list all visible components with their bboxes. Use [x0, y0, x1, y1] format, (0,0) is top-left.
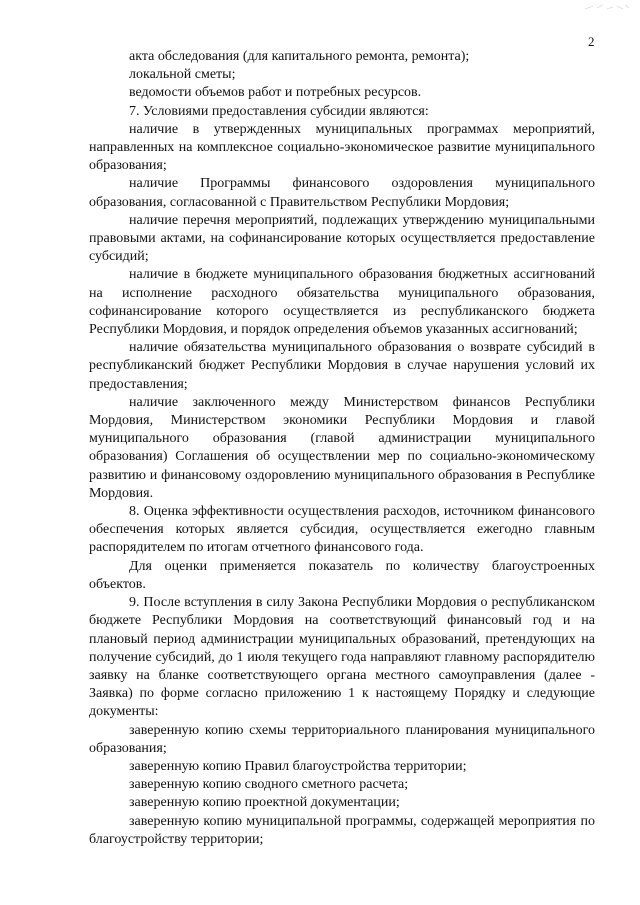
list-item-survey-act: акта обследования (для капитального ремонта, ремонта);: [129, 49, 470, 64]
condition-recovery-program: наличие Программы финансового оздоровления муниципального образования, согласованной с Правительством Республики Мордовия;: [89, 176, 595, 210]
condition-agreement: наличие заключенного между Министерством финансов Республики Мордовия, Министерством экономики Республики Мордовия и главой муниципального образования (главой администрации муниципального образования) Соглашения об осуществлении мер по социально-экономическому развитию и финансовому оздоровлению муниципального образования в Республике Мордовия.: [89, 394, 595, 501]
page-number: 2: [588, 34, 595, 49]
document-project-docs: заверенную копию проектной документации;: [129, 795, 400, 811]
list-item-local-estimate: локальной сметы;: [129, 67, 236, 83]
document-municipal-program: заверенную копию муниципальной программы, содержащей мероприятия по благоустройству территории;: [89, 813, 595, 847]
clause-8: 8. Оценка эффективности осуществления расходов, источником финансового обеспечения которых является субсидия, осуществляется ежегодно главным распорядителем по итогам отчетного финансового года.: [89, 504, 595, 556]
clause-9: 9. После вступления в силу Закона Республики Мордовия о республиканском бюджете Республики Мордовия на соответствующий финансовый год и на плановый период администрации муниципальных образований, претендующих на получение субсидий, до 1 июля текущего года направляют главному распорядителю заявку на бланке соответствующего органа местного самоуправления (далее - Заявка) по форме согласно приложению 1 к настоящему Порядку и следующие документы:: [89, 595, 595, 720]
condition-measures-list: наличие перечня мероприятий, подлежащих утверждению муниципальными правовыми актами, на софинансирование которых осуществляется предоставление субсидий;: [89, 212, 595, 265]
document-summary-estimate: заверенную копию сводного сметного расчета;: [129, 777, 409, 793]
clause-7-heading: 7. Условиями предоставления субсидии являются:: [129, 103, 429, 119]
list-item-work-statement: ведомости объемов работ и потребных ресурсов.: [129, 85, 422, 101]
document-territorial-scheme: заверенную копию схемы территориального планирования муниципального образования;: [89, 722, 595, 756]
condition-return-obligation: наличие обязательства муниципального образования о возврате субсидий в республиканский бюджет Республики Мордовия в случае нарушения условий их предоставления;: [89, 340, 595, 392]
condition-programs: наличие в утвержденных муниципальных программах мероприятий, направленных на комплексное социально-экономическое развитие муниципального образования;: [89, 121, 595, 174]
document-improvement-rules: заверенную копию Правил благоустройства территории;: [129, 758, 467, 774]
clause-8-indicator: Для оценки применяется показатель по количеству благоустроенных объектов.: [89, 558, 595, 592]
document-body: [89, 48, 595, 849]
scan-artifact: [583, 2, 631, 12]
condition-budget-allocations: наличие в бюджете муниципального образования бюджетных ассигнований на исполнение расходного обязательства муниципального образования, софинансирование которого осуществляется из республиканского бюджета Республики Мордовия, и порядок определения объемов указанных ассигнований;: [89, 267, 595, 338]
